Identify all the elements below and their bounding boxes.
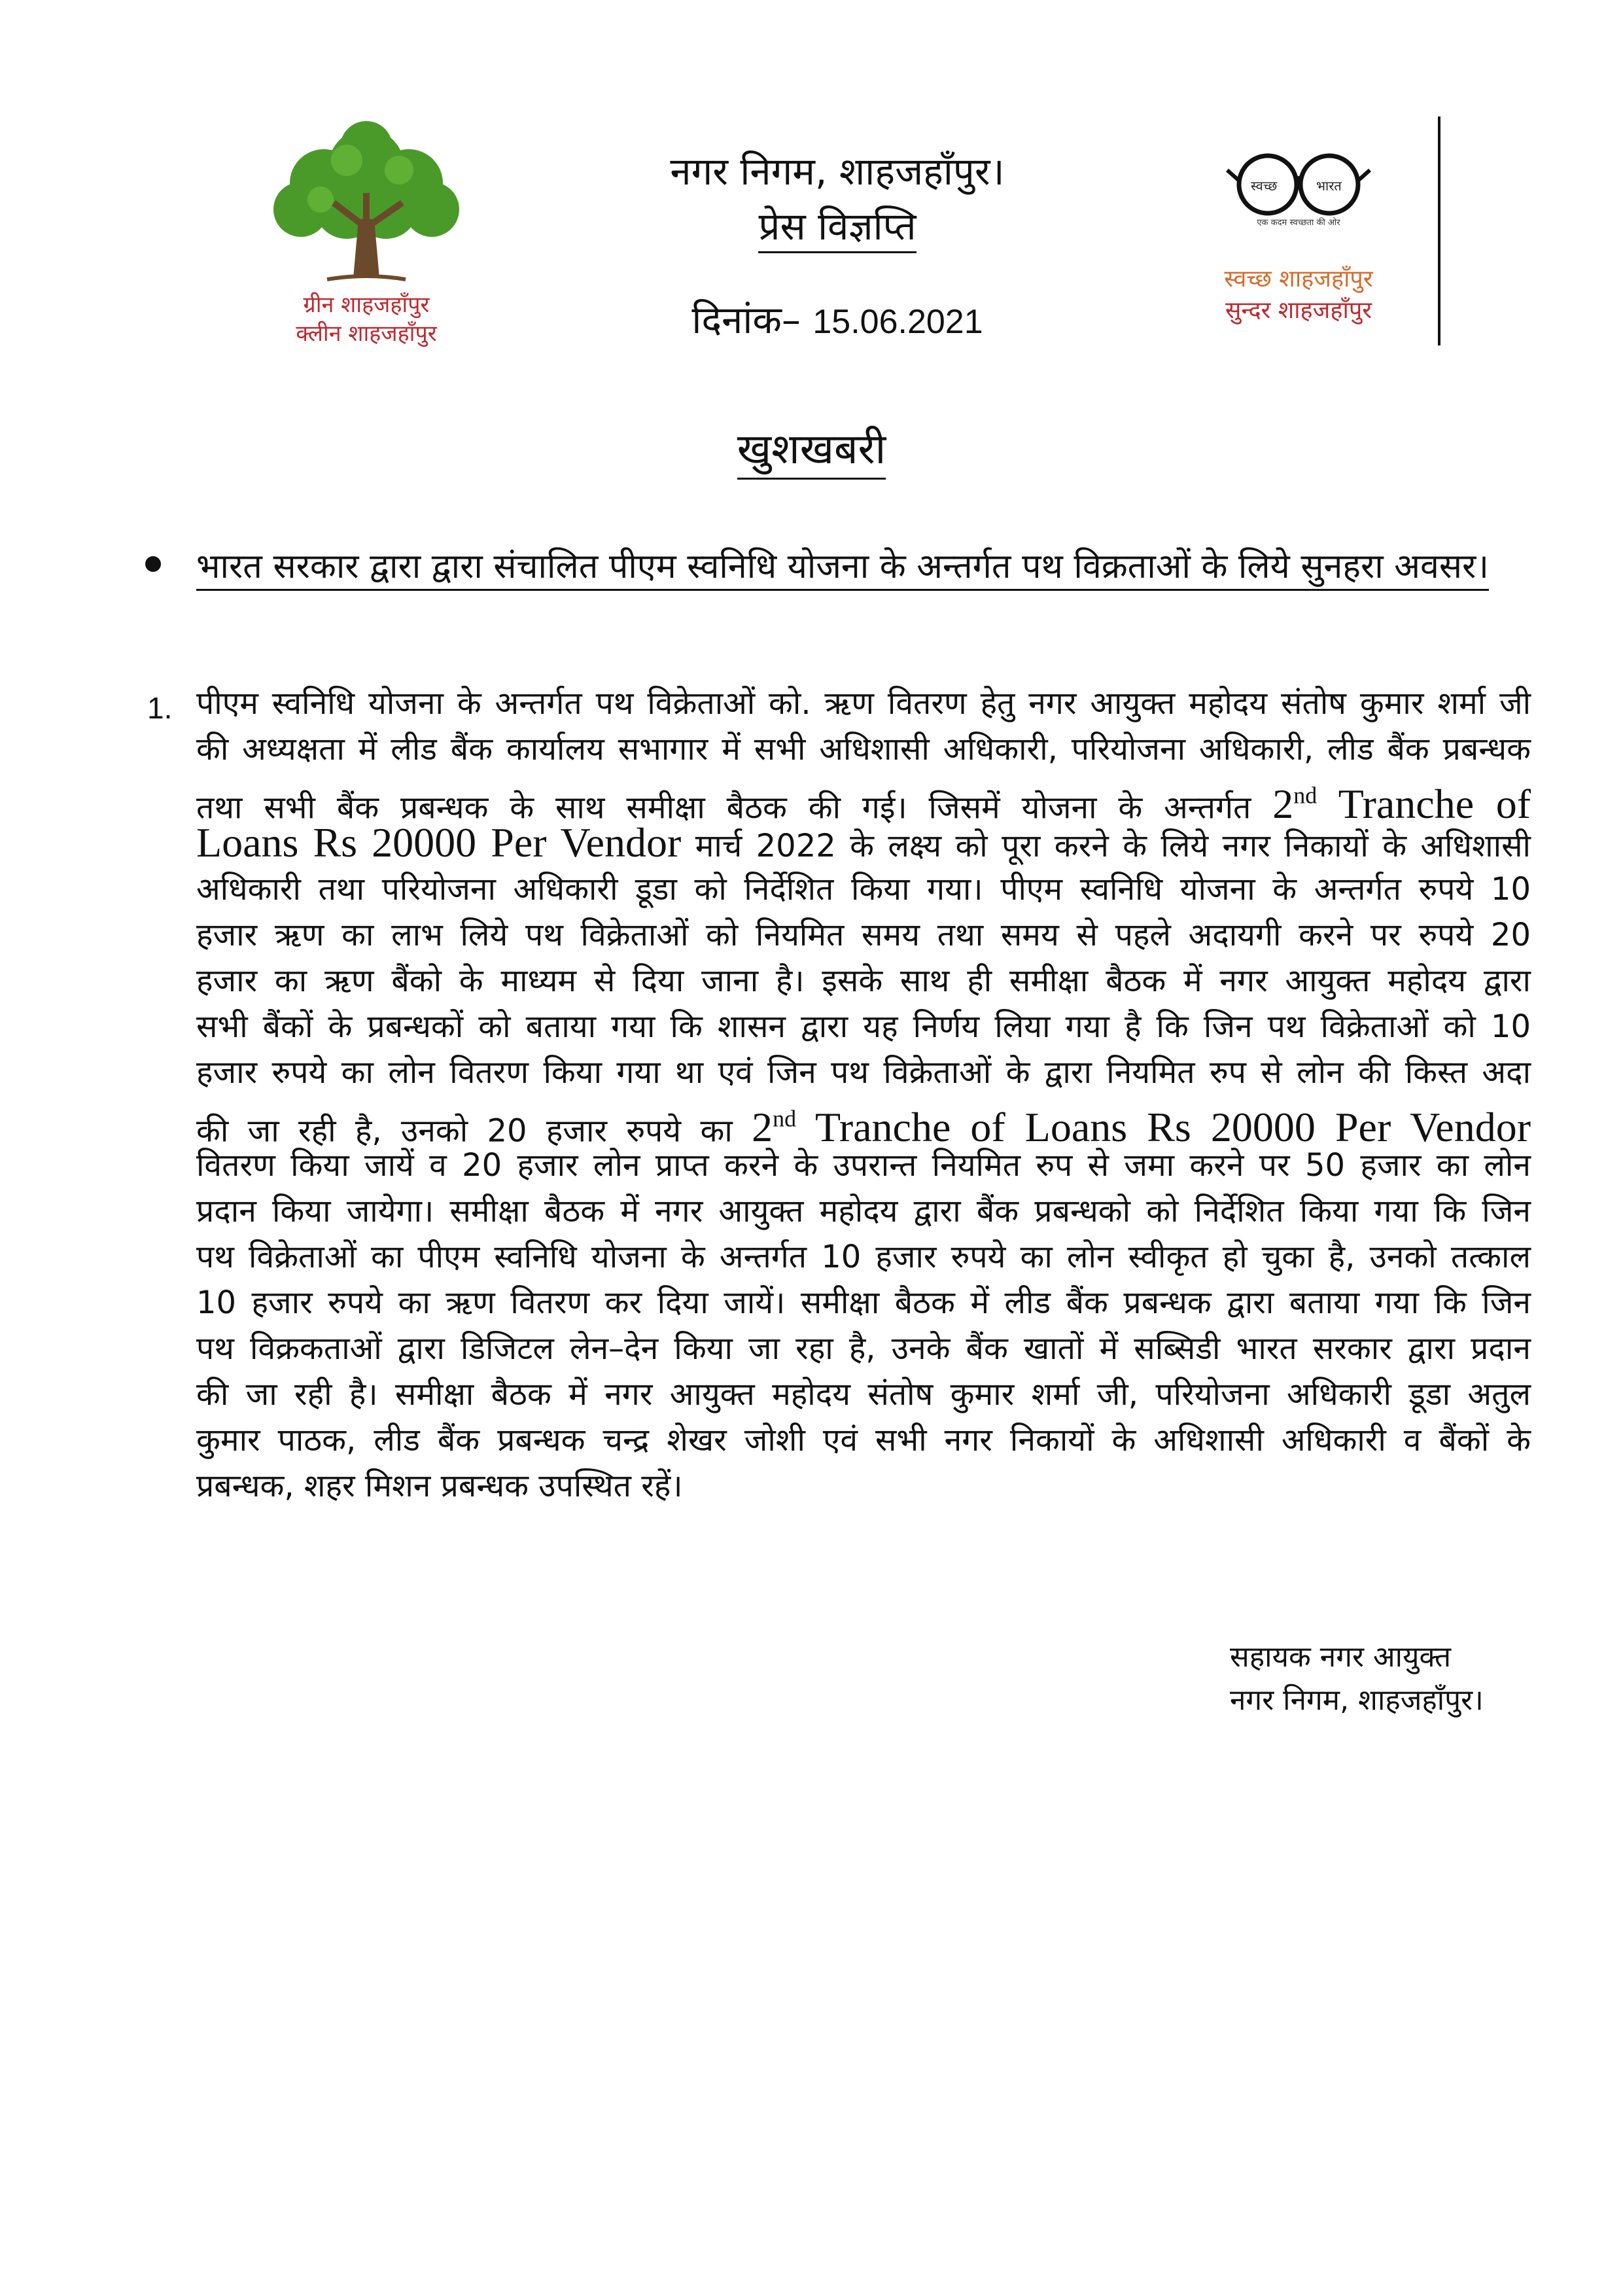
paragraph-line: हजार रुपये का लोन वितरण किया गया था एवं जिन पथ विक्रेताओं के द्वारा नियमित रुप से लोन की किस्त अदा bbox=[196, 1054, 1531, 1091]
logo-left-line1: ग्रीन शाहजहाँपुर bbox=[303, 292, 430, 318]
press-release-title: प्रेस विज्ञप्ति bbox=[758, 204, 916, 253]
date-line bbox=[589, 298, 1086, 344]
tranche-rest: Tranche of Loans Rs 20000 Per Vendor bbox=[814, 1104, 1531, 1151]
paragraph-line: पथ विक्रेताओं का पीएम स्वनिधि योजना के अन्तर्गत 10 हजार रुपये का लोन स्वीकृत हो चुका है, उनको तत्काल bbox=[196, 1239, 1531, 1275]
logo-tagline: एक कदम स्वच्छता की ओर bbox=[1257, 218, 1340, 228]
paragraph-line: 10 हजार रुपये का ऋण वितरण कर दिया जायें। समीक्षा बैठक में लीड बैंक प्रबन्धक द्वारा बताया गया कि जिन bbox=[196, 1284, 1531, 1321]
ordinal-suffix: nd bbox=[1293, 783, 1318, 809]
swachh-bharat-logo bbox=[1223, 137, 1439, 353]
paragraph-line: वितरण किया जायें व 20 हजार लोन प्राप्त करने के उपरान्त नियमित रुप से जमा करने पर 50 हजार का लोन bbox=[196, 1147, 1531, 1184]
header-divider bbox=[1438, 116, 1440, 345]
heading-text: खुशखबरी bbox=[737, 425, 886, 480]
organization-name: नगर निगम, शाहजहाँपुर। bbox=[670, 149, 1005, 194]
paragraph-line: हजार का ऋण बैंको के माध्यम से दिया जाना है। इसके साथ ही समीक्षा बैठक में नगर आयुक्त महोदय द्वारा bbox=[196, 963, 1531, 999]
gandhi-glasses-icon bbox=[1223, 137, 1374, 216]
logo-left-line2: क्लीन शाहजहाँपुर bbox=[296, 321, 437, 347]
paragraph-line: पीएम स्वनिधि योजना के अन्तर्गत पथ विक्रेताओं को. ऋण वितरण हेतु नगर आयुक्त महोदय संतोष कुमार शर्मा जी bbox=[196, 685, 1531, 722]
paragraph-line: की जा रही है। समीक्षा बैठक में नगर आयुक्त महोदय संतोष कुमार शर्मा जी, परियोजना अधिकारी डूडा अतुल bbox=[196, 1376, 1531, 1413]
paragraph-line: प्रबन्धक, शहर मिशन प्रबन्धक उपस्थित रहें। bbox=[196, 1468, 683, 1504]
logo-right-line2: सुन्दर शाहजहाँपुर bbox=[1225, 297, 1372, 324]
bullet-item bbox=[196, 542, 1492, 588]
signature-block bbox=[1230, 1636, 1484, 1722]
page-title bbox=[589, 204, 1086, 250]
line-text: मार्च 2022 के लक्ष्य को पूरा करने के लिये नगर निकायों के अधिशासी bbox=[695, 828, 1531, 864]
signatory-designation: सहायक नगर आयुक्त bbox=[1230, 1640, 1452, 1674]
paragraph-line: अधिकारी तथा परियोजना अधिकारी डूडा को निर्देशित किया गया। पीएम स्वनिधि योजना के अन्तर्गत रुपये 10 bbox=[196, 871, 1531, 908]
paragraph-line: हजार ऋण का लाभ लिये पथ विक्रेताओं को नियमित समय तथा समय से पहले अदायगी करने पर रुपये 20 bbox=[196, 917, 1531, 953]
green-shahjahanpur-logo bbox=[249, 121, 484, 350]
tranche-number: 2 bbox=[752, 1104, 773, 1151]
tranche-rest: Tranche of bbox=[1338, 781, 1531, 828]
paragraph-line bbox=[196, 819, 1531, 866]
paragraph-line: पथ विक्रकताओं द्वारा डिजिटल लेन–देन किया जा रहा है, उनके बैंक खातों में सब्सिडी भारत सरकार द्वारा प्रदान bbox=[196, 1330, 1531, 1367]
paragraph-line bbox=[196, 1095, 1531, 1151]
paragraph-line: की अध्यक्षता में लीड बैंक कार्यालय सभागार में सभी अधिशासी अधिकारी, परियोजना अधिकारी, लीड बैंक प्रबन्धक bbox=[196, 731, 1531, 768]
loan-amount-text: Loans Rs 20000 Per Vendor bbox=[196, 819, 682, 866]
signatory-office: नगर निगम, शाहजहाँपुर। bbox=[1230, 1684, 1484, 1717]
line-text: तथा सभी बैंक प्रबन्धक के साथ समीक्षा बैठक की गई। जिसमें योजना के अन्तर्गत bbox=[196, 789, 1251, 826]
logo-right-line1: स्वच्छ शाहजहाँपुर bbox=[1224, 266, 1373, 292]
good-news-heading bbox=[0, 419, 1623, 476]
swachh-word: स्वच्छ bbox=[1251, 178, 1278, 194]
paragraph-line: सभी बैंकों के प्रबन्धकों को बताया गया कि शासन द्वारा यह निर्णय लिया गया है कि जिन पथ विक्रेताओं को 10 bbox=[196, 1008, 1531, 1045]
ordinal-suffix: nd bbox=[773, 1106, 797, 1132]
paragraph-line: कुमार पाठक, लीड बैंक प्रबन्धक चन्द्र शेखर जोशी एवं सभी नगर निकायों के अधिशासी अधिकारी व बैंकों के bbox=[196, 1422, 1531, 1458]
paragraph-line: प्रदान किया जायेगा। समीक्षा बैठक में नगर आयुक्त महोदय द्वारा बैंक प्रबन्धको को निर्देशित किया गया कि जिन bbox=[196, 1193, 1531, 1229]
date-label: दिनांक– bbox=[691, 298, 801, 342]
line-text: की जा रही है, उनको 20 हजार रुपये का bbox=[196, 1112, 733, 1150]
bullet-text: भारत सरकार द्वारा द्वारा संचालित पीएम स्वनिधि योजना के अन्तर्गत पथ विक्रताओं के लिये सुनहरा अवसर। bbox=[196, 547, 1489, 591]
date-value: 15.06.2021 bbox=[812, 303, 983, 341]
paragraph-line bbox=[196, 772, 1531, 828]
tree-icon bbox=[249, 121, 484, 291]
tranche-number: 2 bbox=[1272, 781, 1294, 828]
bharat-word: भारत bbox=[1316, 178, 1342, 194]
body-paragraph bbox=[196, 680, 1531, 1509]
paragraph-number: 1. bbox=[147, 691, 173, 725]
bullet-icon bbox=[145, 556, 161, 572]
